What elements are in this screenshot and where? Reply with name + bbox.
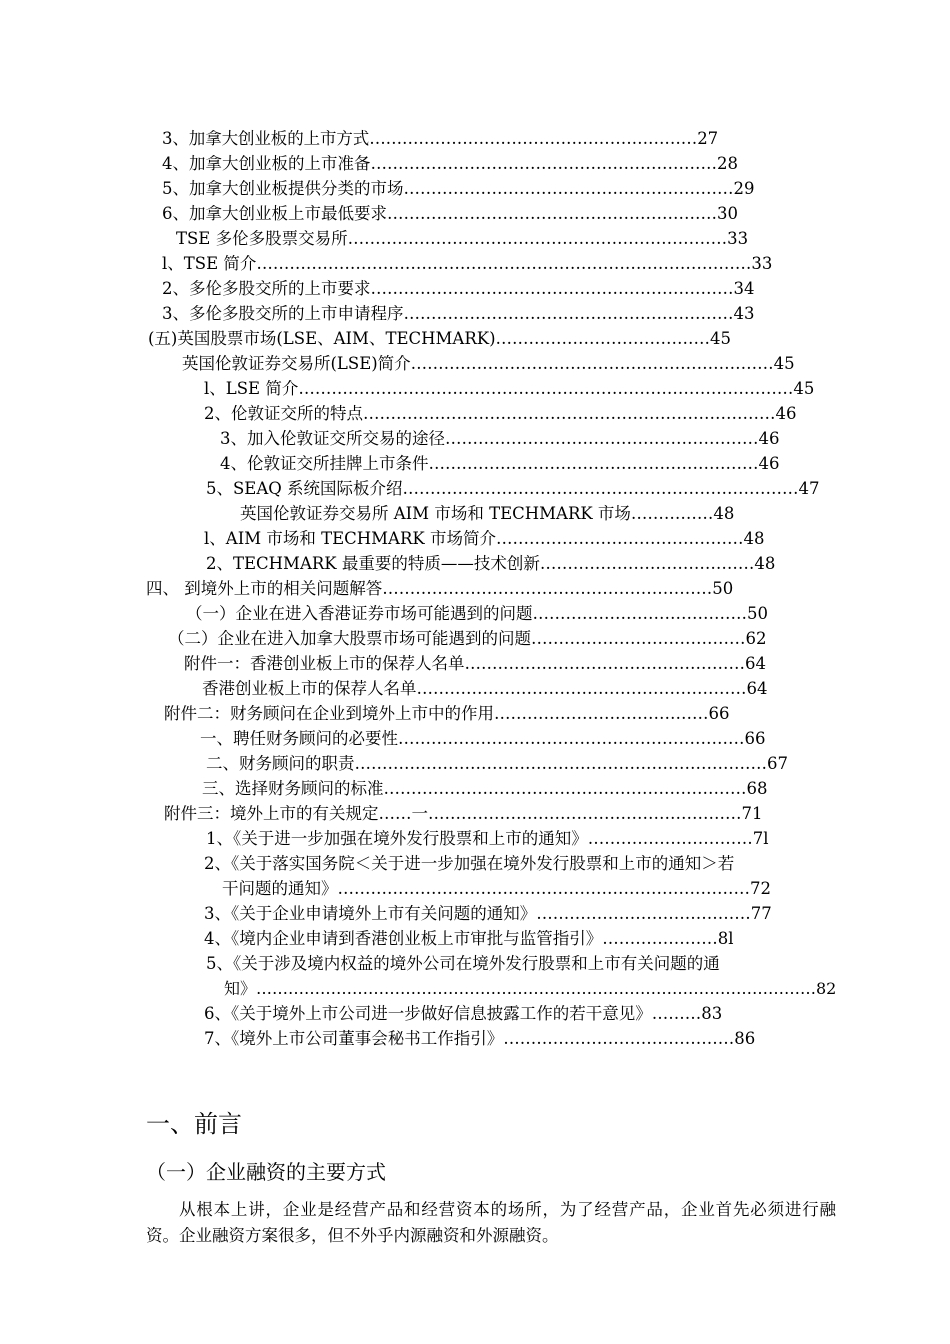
toc-entry: (五)英国股票市场(LSE、AIM、TECHMARK)…………………………………45 (148, 329, 732, 348)
toc-entry: 四、 到境外上市的相关问题解答……………………………………………………50 (146, 579, 734, 598)
body-paragraph: 从根本上讲，企业是经营产品和经营资本的场所，为了经营产品，企业首先必须进行融资。企业融资方案很多，但不外乎内源融资和外源融资。 (146, 1200, 836, 1245)
toc-entry: 5、加拿大创业板提供分类的市场……………………………………………………29 (162, 179, 755, 198)
toc-entry: 附件三：境外上市的有关规定……一…………………………………………………71 (164, 804, 763, 823)
toc-entry: 英国伦敦证券交易所 AIM 市场和 TECHMARK 市场……………48 (240, 504, 735, 523)
toc-entry: 3、《关于企业申请境外上市有关问题的通知》…………………………………77 (204, 904, 772, 923)
toc-entry: 5、SEAQ 系统国际板介绍………………………………………………………………47 (206, 479, 820, 498)
toc-entry: 6、加拿大创业板上市最低要求……………………………………………………30 (162, 204, 738, 223)
toc-entry: 4、《境内企业申请到香港创业板上市审批与监管指引》…………………8l (204, 929, 734, 948)
toc-entry: 一、聘任财务顾问的必要性………………………………………………………66 (200, 729, 766, 748)
toc-entry: l、TSE 简介………………………………………………………………………………33 (162, 254, 773, 273)
toc-entry: 附件二：财务顾问在企业到境外上市中的作用…………………………………66 (164, 704, 730, 723)
toc-entry: 知》……………………………………………………………………………………………82 (224, 979, 837, 998)
toc-entry: 3、加拿大创业板的上市方式……………………………………………………27 (162, 129, 718, 148)
toc-entry: 4、加拿大创业板的上市准备………………………………………………………28 (162, 154, 738, 173)
toc-entry: 附件一：香港创业板上市的保荐人名单……………………………………………64 (184, 654, 766, 673)
toc-entry: 干问题的通知》…………………………………………………………………72 (222, 879, 771, 898)
toc-entry: 2、《关于落实国务院＜关于进一步加强在境外发行股票和上市的通知＞若 (204, 854, 735, 873)
toc-entry: 英国伦敦证券交易所(LSE)简介…………………………………………………………45 (182, 354, 795, 373)
subsection-heading: （一）企业融资的主要方式 (146, 1160, 386, 1184)
toc-entry: 2、伦敦证交所的特点…………………………………………………………………46 (204, 404, 797, 423)
toc-entry: 4、伦敦证交所挂牌上市条件……………………………………………………46 (220, 454, 780, 473)
toc-entry: 7、《境外上市公司董事会秘书工作指引》……………………………………86 (204, 1029, 756, 1048)
toc-entry: （一）企业在进入香港证券市场可能遇到的问题…………………………………50 (186, 604, 768, 623)
toc-entry: 二、财务顾问的职责…………………………………………………………………67 (206, 754, 788, 773)
toc-entry: 2、多伦多股交所的上市要求…………………………………………………………34 (162, 279, 755, 298)
toc-entry: l、AIM 市场和 TECHMARK 市场简介………………………………………48 (204, 529, 765, 548)
toc-entry: 三、选择财务顾问的标准…………………………………………………………68 (202, 779, 768, 798)
toc-entry: l、LSE 简介………………………………………………………………………………45 (204, 379, 815, 398)
toc-entry: 2、TECHMARK 最重要的特质——技术创新…………………………………48 (206, 554, 776, 573)
toc-entry: 6、《关于境外上市公司进一步做好信息披露工作的若干意见》………83 (204, 1004, 723, 1023)
toc-entry: TSE 多伦多股票交易所……………………………………………………………33 (176, 229, 749, 248)
toc-entry: 5、《关于涉及境内权益的境外公司在境外发行股票和上市有关问题的通 (206, 954, 720, 973)
toc-entry: 香港创业板上市的保荐人名单……………………………………………………64 (202, 679, 768, 698)
toc-entry: 3、加入伦敦证交所交易的途径…………………………………………………46 (220, 429, 780, 448)
toc-entry: 3、多伦多股交所的上市申请程序……………………………………………………43 (162, 304, 755, 323)
toc-entry: （二）企业在进入加拿大股票市场可能遇到的问题…………………………………62 (168, 629, 767, 648)
section-heading: 一、前言 (146, 1110, 242, 1138)
toc-entry: 1、《关于进一步加强在境外发行股票和上市的通知》…………………………7l (206, 829, 769, 848)
